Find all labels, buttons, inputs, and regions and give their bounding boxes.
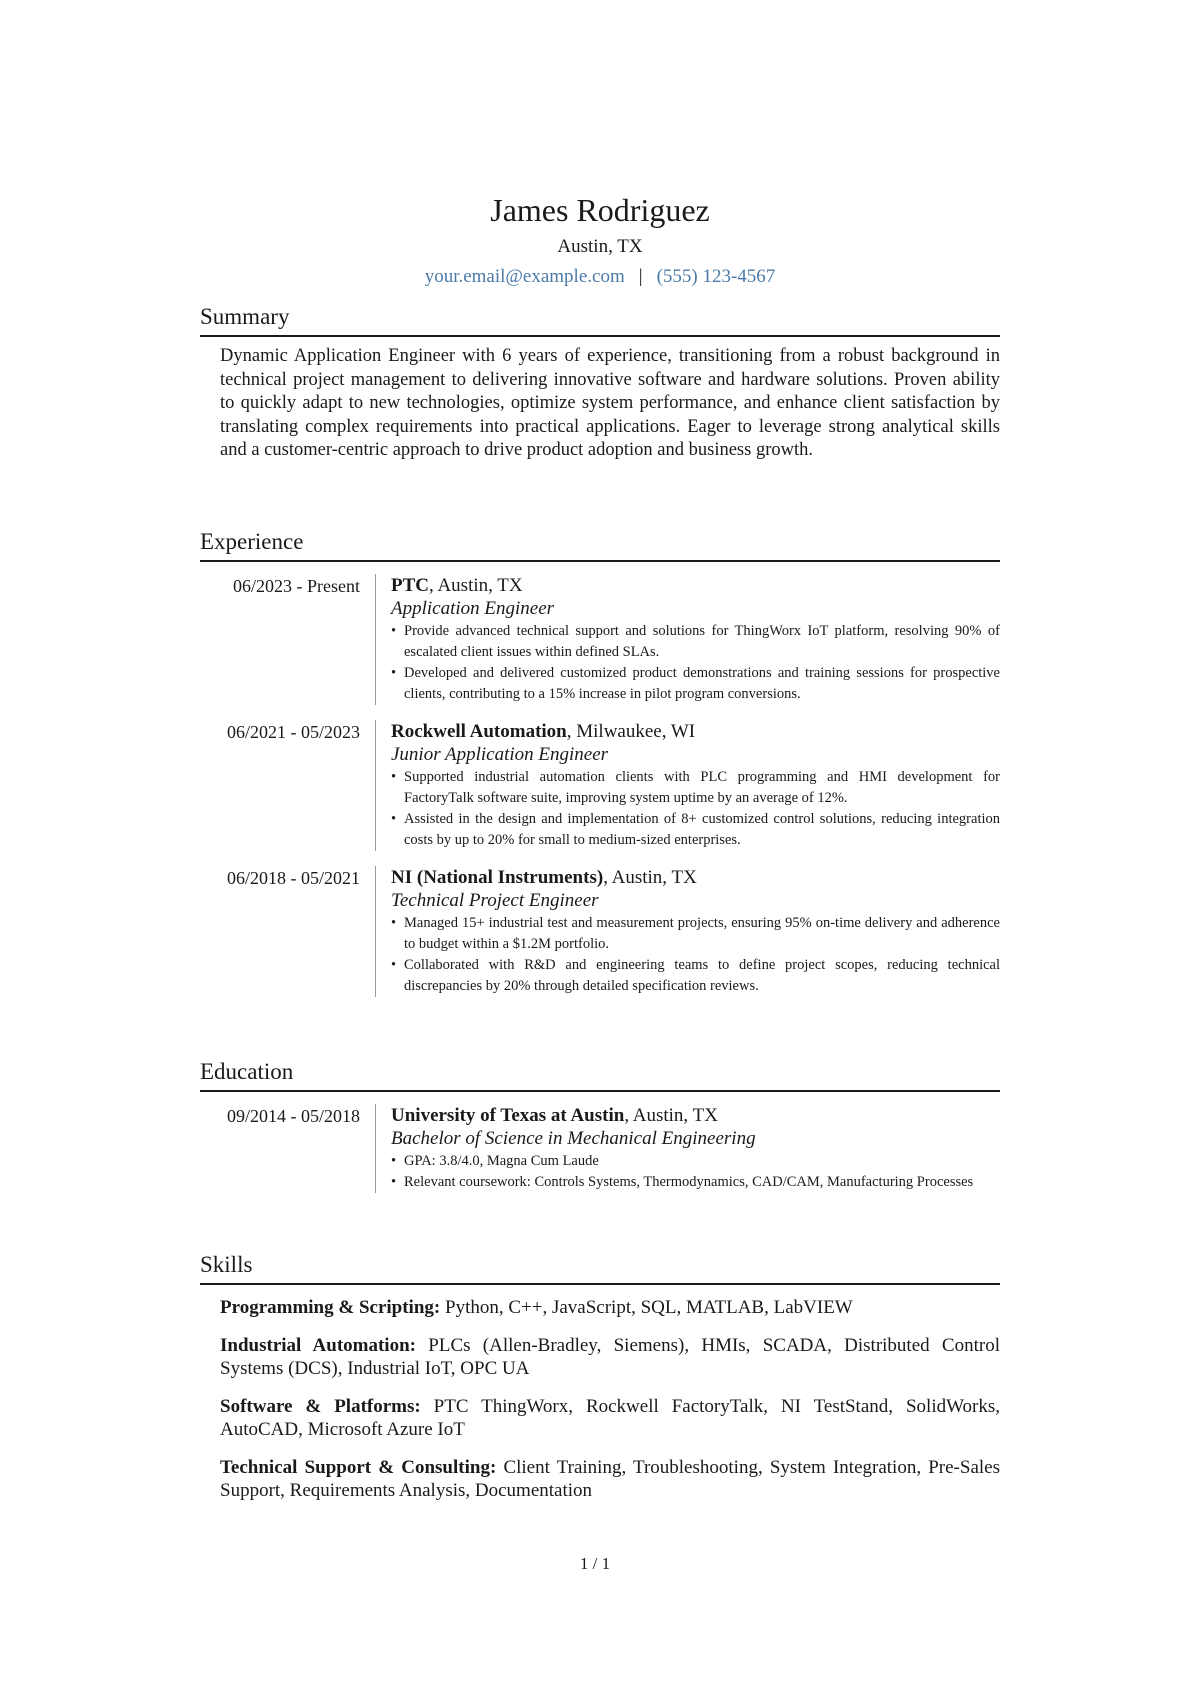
section-title-experience: Experience — [200, 527, 1000, 562]
education-entry — [200, 1104, 1000, 1193]
experience-entry — [200, 574, 1000, 705]
page-number: 1 / 1 — [579, 1554, 611, 1573]
skill-value: Client Training, Troubleshooting, System Integration, Pre-Sales Support, Requirements Analysis, Documentation — [220, 1456, 1000, 1501]
skill-value: PTC ThingWorx, Rockwell FactoryTalk, NI TestStand, SolidWorks, AutoCAD, Microsoft Azure IoT — [220, 1395, 1000, 1440]
skill-row — [220, 1296, 1000, 1320]
phone-link[interactable]: (555) 123-4567 — [656, 266, 776, 287]
skill-label: Industrial Automation: — [220, 1334, 416, 1356]
bullet-item: • Developed and delivered customized product demonstrations and training sessions for prospective clients, contributing to a 15% increase in pilot program conversions. — [391, 663, 1000, 705]
education-section — [200, 1057, 1000, 1193]
experience-section — [200, 527, 1000, 997]
entry-place: , Austin, TX — [429, 575, 523, 596]
entry-date: 06/2023 - Present — [233, 576, 360, 596]
bullet-item: • GPA: 3.8/4.0, Magna Cum Laude — [391, 1151, 1000, 1172]
skill-label: Programming & Scripting: — [220, 1297, 441, 1318]
entry-org: University of Texas at Austin — [391, 1105, 625, 1126]
section-title-education: Education — [200, 1057, 1000, 1092]
entry-org-line — [391, 720, 1000, 743]
entry-org-line — [391, 574, 1000, 597]
contact-line — [200, 264, 1000, 290]
resume-header — [200, 190, 1000, 290]
candidate-location: Austin, TX — [557, 236, 643, 257]
entry-body — [375, 574, 1000, 705]
entry-org: NI (National Instruments) — [391, 867, 604, 888]
entry-date: 09/2014 - 05/2018 — [227, 1106, 360, 1126]
entry-place: , Austin, TX — [603, 867, 697, 888]
section-title-skills: Skills — [200, 1250, 1000, 1285]
skill-value: Python, C++, JavaScript, SQL, MATLAB, LabVIEW — [440, 1297, 853, 1318]
entry-place: , Milwaukee, WI — [566, 721, 696, 742]
section-title-summary: Summary — [200, 302, 1000, 337]
skills-section — [200, 1250, 1000, 1503]
bullet-item: • Supported industrial automation clients with PLC programming and HMI development for FactoryTalk software suite, improving system uptime by an average of 12%. — [391, 767, 1000, 809]
entry-bullets — [391, 1151, 1000, 1193]
bullet-item: • Provide advanced technical support and solutions for ThingWorx IoT platform, resolving 90% of escalated client issues within defined SLAs. — [391, 621, 1000, 663]
entry-role: Application Engineer — [391, 598, 555, 619]
entry-place: , Austin, TX — [624, 1105, 718, 1126]
entry-date: 06/2018 - 05/2021 — [227, 868, 360, 888]
bullet-item: • Relevant coursework: Controls Systems, Thermodynamics, CAD/CAM, Manufacturing Processes — [391, 1172, 1000, 1193]
skill-value: PLCs (Allen-Bradley, Siemens), HMIs, SCADA, Distributed Control Systems (DCS), Industrial IoT, OPC UA — [220, 1334, 1000, 1379]
skill-label: Technical Support & Consulting: — [220, 1456, 497, 1478]
bullet-item: • Collaborated with R&D and engineering teams to define project scopes, reducing technical discrepancies by 20% through detailed specification reviews. — [391, 955, 1000, 997]
entry-body — [375, 720, 1000, 851]
skill-label: Software & Platforms: — [220, 1395, 421, 1417]
entry-bullets — [391, 621, 1000, 705]
summary-section — [200, 302, 1000, 463]
entry-bullets — [391, 767, 1000, 851]
skill-row — [220, 1334, 1000, 1381]
bullet-item: • Managed 15+ industrial test and measurement projects, ensuring 95% on-time delivery and adherence to budget within a $1.2M portfolio. — [391, 913, 1000, 955]
skill-row — [220, 1395, 1000, 1442]
experience-entry — [200, 866, 1000, 997]
email-link[interactable]: your.email@example.com — [424, 266, 625, 287]
entry-org: PTC — [391, 575, 429, 596]
entry-bullets — [391, 913, 1000, 997]
entry-org-line — [391, 866, 1000, 889]
skill-row — [220, 1456, 1000, 1503]
contact-separator: | — [638, 266, 643, 287]
entry-body — [375, 866, 1000, 997]
entry-role: Junior Application Engineer — [391, 744, 609, 765]
candidate-name: James Rodriguez — [490, 192, 710, 228]
entry-body — [375, 1104, 1000, 1193]
entry-org: Rockwell Automation — [391, 721, 567, 742]
entry-role: Technical Project Engineer — [391, 890, 599, 911]
bullet-item: • Assisted in the design and implementation of 8+ customized control solutions, reducing integration costs by up to 20% for small to medium-sized enterprises. — [391, 809, 1000, 851]
summary-text: Dynamic Application Engineer with 6 years of experience, transitioning from a robust background in technical project management to delivering innovative software and hardware solutions. Proven ability to quickly adapt to new technologies, optimize system performance, and enhance client satisfaction by translating complex requirements into practical applications. Eager to leverage strong analytical skills and a customer-centric approach to drive product adoption and business growth. — [220, 346, 1000, 460]
experience-entry — [200, 720, 1000, 851]
entry-role: Bachelor of Science in Mechanical Engineering — [391, 1128, 756, 1149]
entry-org-line — [391, 1104, 1000, 1127]
entry-date: 06/2021 - 05/2023 — [227, 722, 360, 742]
